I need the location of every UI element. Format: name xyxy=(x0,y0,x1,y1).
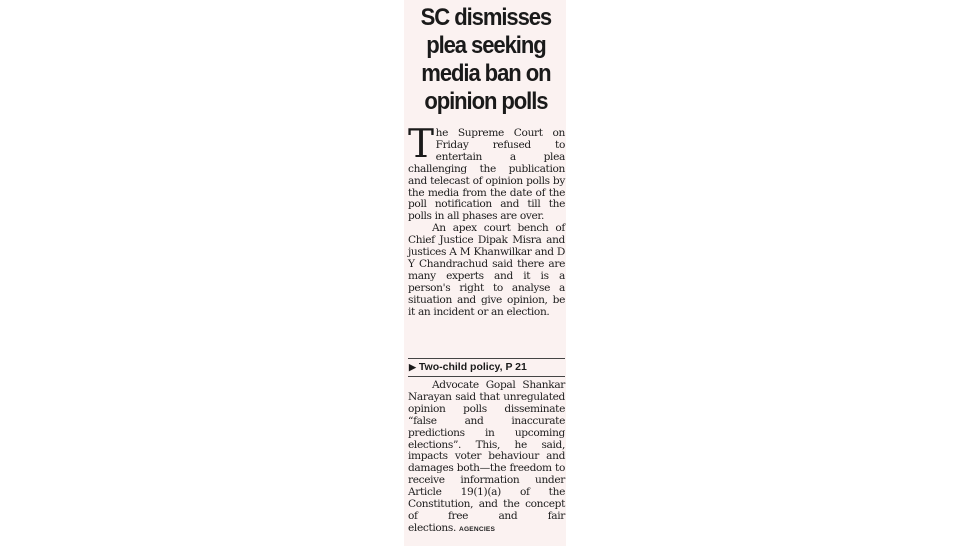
article-body-bottom xyxy=(408,380,565,536)
news-clipping xyxy=(404,0,566,546)
paragraph-3 xyxy=(408,380,565,536)
cross-reference-bottom-rule xyxy=(408,376,565,377)
drop-cap: T xyxy=(408,122,434,167)
paragraph-1 xyxy=(408,122,565,223)
cross-reference[interactable] xyxy=(409,361,564,374)
article-body-top xyxy=(408,122,565,319)
triangle-arrow-icon: ▶ xyxy=(409,362,416,372)
paragraph-1-text: he Supreme Court on Friday refused to entertain a plea challenging the publication and telecast of opinion polls by the media from the date of the poll notification and till the polls in all phases are over. xyxy=(408,127,565,223)
paragraph-2: An apex court bench of Chief Justice Dipak Misra and justices A M Khanwilkar and D Y Chandrachud said there are many experts and it is a person's right to analyse a situation and give opinion, be it an incident or an election. xyxy=(408,222,565,318)
cross-reference-top-rule xyxy=(408,358,565,359)
agency-credit: AGENCIES xyxy=(459,525,496,533)
cross-reference-label: Two-child policy, P 21 xyxy=(418,361,527,373)
paragraph-3-text: Advocate Gopal Shankar Narayan said that unregulated opinion polls disseminate “false and inaccurate predictions in upcoming elections”. This, he said, impacts voter behaviour and damages both—the freedom to receive information under Article 19(1)(a) of the Constitution, and the concept of free and fair elections. xyxy=(408,379,565,534)
headline: SC dismisses plea seeking media ban on opinion polls xyxy=(420,4,552,115)
